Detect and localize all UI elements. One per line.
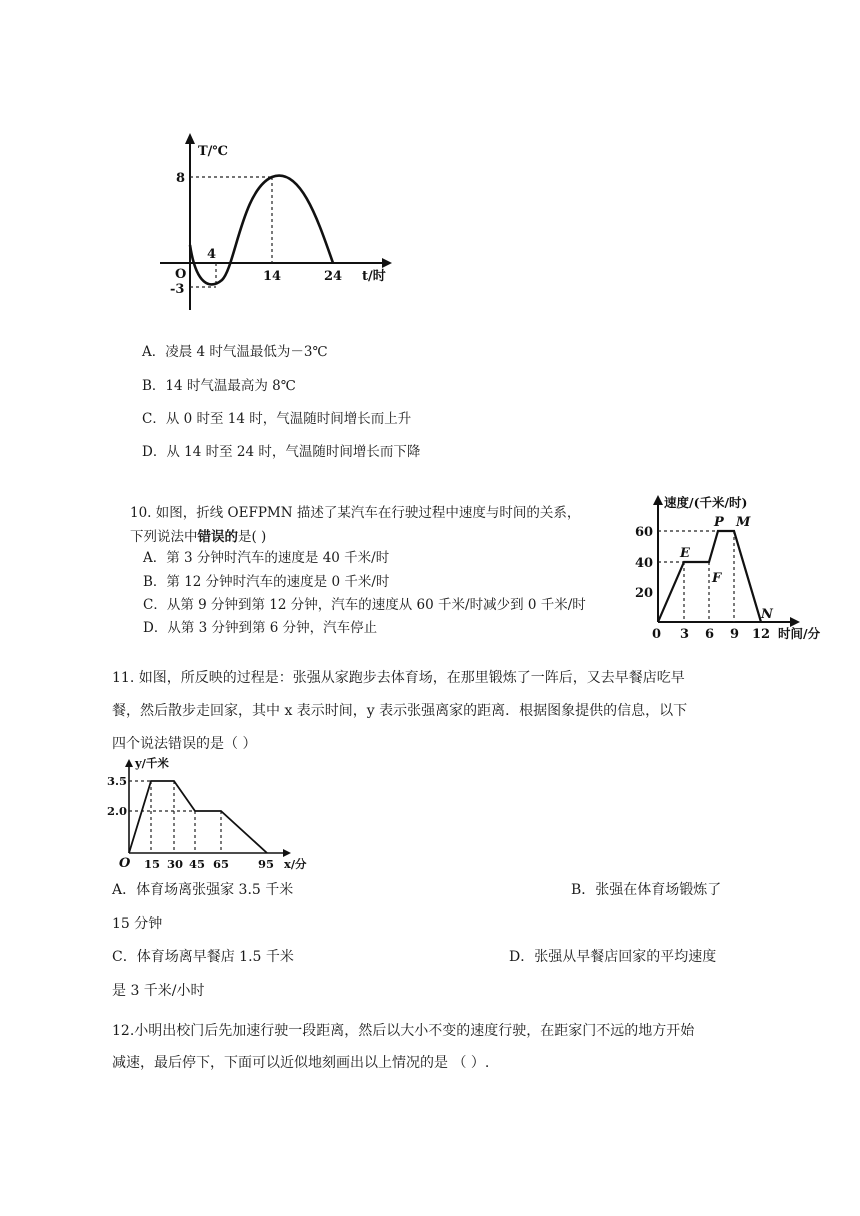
q11-x-tick-95: 95 [258,857,275,871]
q10-stem-bold: 错误的 [197,529,238,545]
q10-option-c: C．从第 9 分钟到第 12 分钟，汽车的速度从 60 千米/时减少到 0 千米/时 [143,597,586,613]
origin-label: O [175,267,187,282]
q11-y-tick-2.0: 2.0 [107,804,128,818]
q10-stem-line2 [130,525,266,545]
q11-option-d-line1: D．张强从早餐店回家的平均速度 [509,949,717,965]
q10-x-tick-12: 12 [752,627,771,642]
q12-stem-line2: 减速，最后停下，下面可以近似地刻画出以上情况的是 （ ）. [112,1055,490,1071]
q11-x-axis-label: x/分 [284,857,307,871]
y-axis-label: T/℃ [198,144,228,159]
q11-y-axis-label: y/千米 [135,756,169,770]
q11-x-tick-45: 45 [189,857,206,871]
q10-stem-line1: 10. 如图，折线 OEFPMN 描述了某汽车在行驶过程中速度与时间的关系， [130,505,581,521]
q10-y-tick-60: 60 [635,525,654,540]
q10-y-tick-40: 40 [635,556,654,571]
q11-y-tick-3.5: 3.5 [107,774,128,788]
q10-y-axis-label: 速度/(千米/时) [664,495,748,510]
temperature-graph [150,130,410,315]
q10-origin-label: 0 [652,627,662,642]
q11-stem-line2: 餐，然后散步走回家，其中 x 表示时间，y 表示张强离家的距离．根据图象提供的信息，以下 [112,703,688,719]
q10-x-tick-6: 6 [705,627,715,642]
q11-stem-line1: 11. 如图，所反映的过程是：张强从家跑步去体育场，在那里锻炼了一阵后，又去早餐店吃早 [112,670,685,686]
q11-x-tick-65: 65 [213,857,230,871]
speed-time-graph [626,490,846,645]
y-tick-8: 8 [176,171,186,186]
point-e-label: E [680,546,690,561]
q10-stem-suffix: 是( ) [238,529,267,545]
q10-y-tick-20: 20 [635,586,654,601]
q10-stem-prefix: 下列说法中 [130,529,198,545]
q10-option-d: D．从第 3 分钟到第 6 分钟，汽车停止 [143,620,378,636]
q10-option-b: B．第 12 分钟时汽车的速度是 0 千米/时 [143,574,390,590]
q10-option-a: A．第 3 分钟时汽车的速度是 40 千米/时 [143,550,390,566]
q10-x-axis-label: 时间/分 [778,626,821,641]
q11-option-b-line2: 15 分钟 [112,916,163,932]
point-n-label: N [761,607,773,622]
x-tick-24: 24 [324,269,343,284]
q11-option-a: A．体育场离张强家 3.5 千米 [112,882,294,898]
x-axis-label: t/时 [362,269,386,284]
q9-option-b: B．14 时气温最高为 8℃ [142,378,296,394]
q11-origin-label: O [119,856,131,871]
point-p-label: P [714,515,724,530]
q9-option-c: C．从 0 时至 14 时，气温随时间增长而上升 [142,411,412,427]
q9-option-d: D．从 14 时至 24 时，气温随时间增长而下降 [142,444,421,460]
y-tick-neg3: -3 [170,282,185,297]
q11-option-c: C．体育场离早餐店 1.5 千米 [112,949,294,965]
q11-option-b-line1: B．张强在体育场锻炼了 [571,882,722,898]
q11-stem-line3: 四个说法错误的是（ ） [112,736,257,752]
q11-x-tick-15: 15 [144,857,161,871]
point-m-label: M [736,515,751,530]
distance-time-graph [105,755,320,875]
q9-option-a: A．凌晨 4 时气温最低为－3℃ [142,344,328,360]
x-tick-4: 4 [207,247,217,262]
q11-option-d-line2: 是 3 千米/小时 [112,983,205,999]
x-tick-14: 14 [263,269,282,284]
q10-x-tick-9: 9 [730,627,740,642]
q10-x-tick-3: 3 [680,627,690,642]
point-f-label: F [712,571,722,586]
q12-stem-line1: 12.小明出校门后先加速行驶一段距离，然后以大小不变的速度行驶，在距家门不远的地方开始 [112,1023,695,1039]
q11-x-tick-30: 30 [167,857,184,871]
